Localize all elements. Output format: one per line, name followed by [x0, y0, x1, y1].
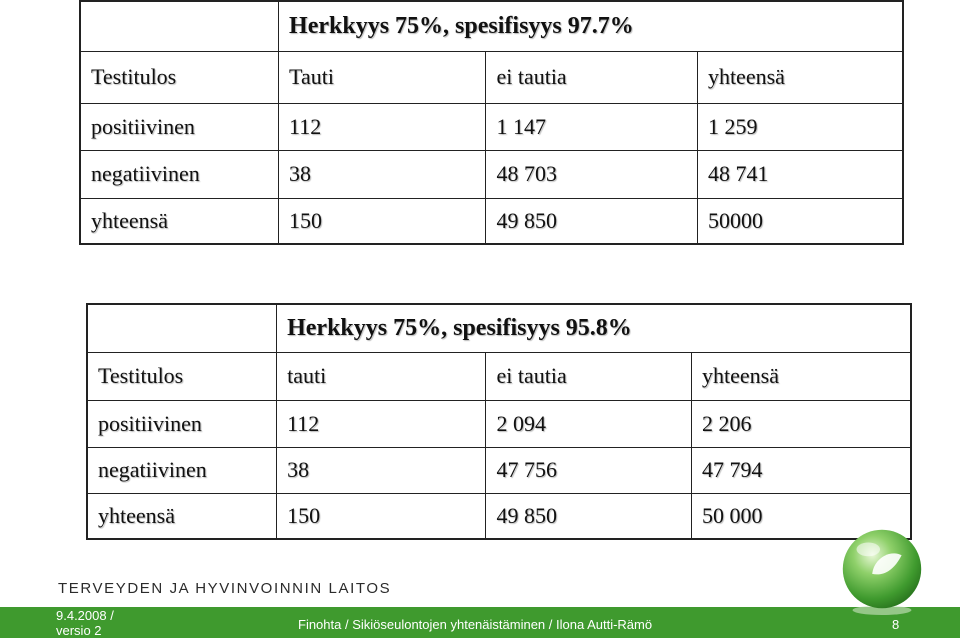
table-cell: 50000: [697, 198, 903, 244]
table-cell: 49 850: [486, 198, 697, 244]
header-cell: yhteensä: [697, 51, 903, 103]
table-cell: 150: [279, 198, 486, 244]
table-cell: yhteensä: [80, 198, 279, 244]
footer-date: 9.4.2008 / versio 2: [56, 608, 114, 638]
table-cell: 47 794: [691, 447, 911, 493]
table-cell: 112: [279, 103, 486, 150]
table-row: [80, 150, 903, 198]
table-row: [80, 198, 903, 244]
table-cell: 1 259: [697, 103, 903, 150]
table-title: Herkkyys 75%, spesifisyys 97.7%: [279, 1, 903, 51]
table-cell: 2 094: [486, 400, 692, 447]
header-cell: yhteensä: [691, 352, 911, 400]
title-empty-cell: [87, 304, 277, 352]
header-cell: ei tautia: [486, 352, 692, 400]
table-cell: yhteensä: [87, 493, 277, 539]
table-cell: 2 206: [691, 400, 911, 447]
header-cell: Testitulos: [87, 352, 277, 400]
table-title: Herkkyys 75%, spesifisyys 95.8%: [277, 304, 911, 352]
table-header-row: [87, 352, 911, 400]
table-cell: 47 756: [486, 447, 692, 493]
table-cell: 50 000: [691, 493, 911, 539]
header-cell: tauti: [277, 352, 486, 400]
header-cell: ei tautia: [486, 51, 697, 103]
sensitivity-table-1: [79, 0, 904, 245]
table-cell: 38: [277, 447, 486, 493]
header-cell: Testitulos: [80, 51, 279, 103]
table-row: [80, 103, 903, 150]
table-cell: 48 703: [486, 150, 697, 198]
table-cell: 150: [277, 493, 486, 539]
header-cell: Tauti: [279, 51, 486, 103]
page-number: 8: [892, 617, 900, 632]
organization-logo: TERVEYDEN JA HYVINVOINNIN LAITOS: [58, 580, 392, 597]
sensitivity-table-2: [86, 303, 912, 540]
table-cell: 38: [279, 150, 486, 198]
table-cell: positiivinen: [80, 103, 279, 150]
table-header-row: [80, 51, 903, 103]
table-cell: 1 147: [486, 103, 697, 150]
green-orb-icon: [833, 520, 931, 618]
table-row: [87, 447, 911, 493]
table-cell: positiivinen: [87, 400, 277, 447]
table-cell: 112: [277, 400, 486, 447]
table-title-row: [80, 1, 903, 51]
table-cell: 48 741: [697, 150, 903, 198]
title-empty-cell: [80, 1, 279, 51]
table-cell: negatiivinen: [80, 150, 279, 198]
table-cell: negatiivinen: [87, 447, 277, 493]
footer-center-text: Finohta / Sikiöseulontojen yhtenäistäminen / Ilona Autti-Rämö: [298, 617, 653, 632]
table-cell: 49 850: [486, 493, 692, 539]
table-title-row: [87, 304, 911, 352]
table-row: [87, 493, 911, 539]
table-row: [87, 400, 911, 447]
